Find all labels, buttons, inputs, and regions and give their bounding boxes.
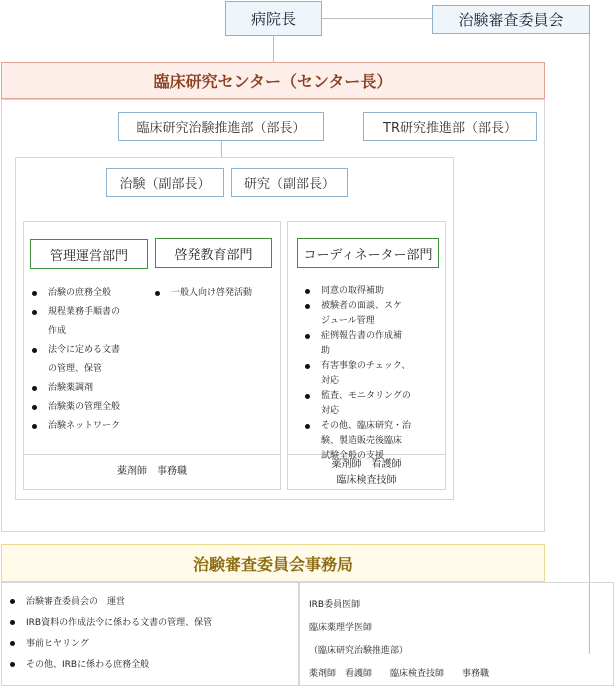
duty-item: 治験薬調剤: [30, 379, 155, 398]
duty-item: 治験の庶務全般: [30, 284, 155, 303]
secretariat-title-banner: 治験審査委員会事務局: [1, 544, 545, 582]
duty-item-cont: 試験全般の支援: [321, 451, 385, 461]
duty-item: 被験者の面談、スケ: [303, 299, 445, 314]
center-title-banner: 臨床研究センター（センター長）: [1, 62, 545, 99]
secretariat-staff-line: 薬剤師 看護師 臨床検査技師 事務職: [309, 669, 490, 679]
line-irb-right-vertical: [589, 34, 590, 654]
duty-item-cont: 験、製造販売後臨床: [321, 436, 403, 446]
duty-item-cont: 助: [321, 346, 331, 356]
secretariat-item: 治験審査委員会の 運営: [8, 592, 298, 613]
secretariat-item: その他、IRBに係わる庶務全般: [8, 655, 298, 676]
promotion-dept-box: 臨床研究治験推進部（部長）: [118, 112, 324, 141]
duty-item: 監査、モニタリングの: [303, 389, 445, 404]
deputy-research-box: 研究（副部長）: [231, 168, 348, 197]
duty-item: 症例報告書の作成補: [303, 329, 445, 344]
secretariat-item: 事前ヒヤリング: [8, 634, 298, 655]
duty-item: 同意の取得補助: [303, 284, 445, 299]
irb-committee-box: 治験審査委員会: [432, 5, 590, 34]
secretariat-item: IRB資料の作成法令に係わる文書の管理、保管: [8, 613, 298, 634]
education-division-box: 啓発教育部門: [155, 238, 272, 268]
duty-item-cont: の管理、保管: [48, 364, 103, 374]
coordinator-division-box: コーディネーター部門: [297, 238, 439, 268]
management-duty-list: [30, 284, 155, 436]
duty-item-cont: 作成: [48, 326, 67, 336]
duty-item: 治験薬の管理全般: [30, 398, 155, 417]
secretariat-duty-list: [8, 592, 298, 676]
duty-item-cont: ジュール管理: [321, 316, 375, 326]
hospital-director-box: 病院長: [225, 1, 322, 36]
secretariat-staff-line: IRB委員医師: [309, 600, 361, 610]
duty-item: 治験ネットワーク: [30, 417, 155, 436]
management-division-box: 管理運営部門: [30, 239, 148, 269]
right-staff-label-1: 薬剤師 看護師: [331, 459, 402, 470]
duty-item: 規程業務手順書の: [30, 303, 155, 322]
duty-item-cont: 対応: [321, 376, 340, 386]
duty-item: 法令に定める文書: [30, 341, 155, 360]
duty-item: その他、臨床研究・治: [303, 419, 445, 434]
left-staff-label: 薬剤師 事務職: [117, 466, 187, 477]
secretariat-staff-line: （臨床研究治験推進部）: [309, 646, 409, 656]
coordinator-duty-list: [303, 284, 445, 464]
left-staff-divider: [23, 454, 281, 455]
line-director-to-center: [273, 36, 274, 62]
duty-item: 一般人向け啓発活動: [153, 284, 278, 303]
tr-dept-box: TR研究推進部（部長）: [363, 112, 537, 141]
right-staff-label-2: 臨床検査技師: [336, 475, 397, 486]
secretariat-staff-list: [309, 594, 609, 686]
line-director-to-irb: [322, 18, 432, 19]
education-duty-list: [153, 284, 278, 303]
duty-item-cont: 対応: [321, 406, 340, 416]
duty-item: 有害事象のチェック、: [303, 359, 445, 374]
deputy-trial-box: 治験（副部長）: [106, 168, 224, 197]
secretariat-staff-line: 臨床薬理学医師: [309, 623, 373, 633]
